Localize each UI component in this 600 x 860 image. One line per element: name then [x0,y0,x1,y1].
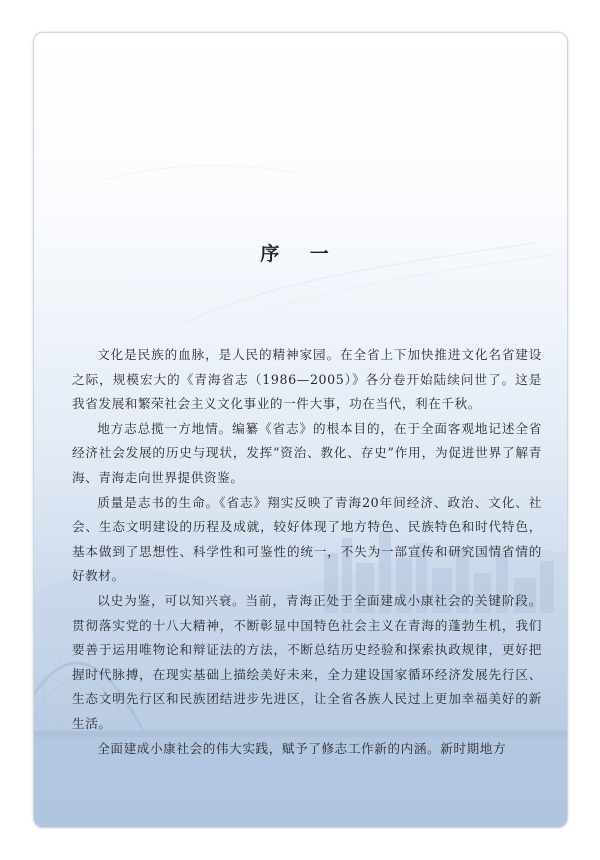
paragraph: 质量是志书的生命。《省志》翔实反映了青海20年间经济、政治、文化、社会、生态文明建设的历程及成就，较好体现了地方特色、民族特色和时代特色，基本做到了思想性、科学性和可鉴性的统一，不失为一部宣传和研究国情省情的好教材。 [72,494,542,584]
page-title: 序 一 [260,243,341,265]
paragraph: 全面建成小康社会的伟大实践，赋予了修志工作新的内涵。新时期地方 [97,740,507,756]
page-frame [33,32,568,828]
paragraph: 地方志总揽一方地情。编纂《省志》的根本目的，在于全面客观地记述全省经济社会发展的历史与现状，发挥“资治、教化、存史”作用，为促进世界了解青海、青海走向世界提供资鉴。 [72,420,542,485]
preface-body [72,343,542,761]
paragraph: 文化是民族的血脉，是人民的精神家园。在全省上下加快推进文化名省建设之际，规模宏大的《青海省志（1986—2005）》各分卷开始陆续问世了。这是我省发展和繁荣社会主义文化事业的一件大事，功在当代，利在千秋。 [72,347,542,412]
paragraph: 以史为鉴，可以知兴衰。当前，青海正处于全面建成小康社会的关键阶段。贯彻落实党的十八大精神，不断彰显中国特色社会主义在青海的蓬勃生机，我们要善于运用唯物论和辩证法的方法，不断总结历史经验和探索执政规律，更好把握时代脉搏，在现实基础上描绘美好未来，全力建设国家循环经济发展先行区、生态文明先行区和民族团结进步先进区，让全省各族人民过上更加幸福美好的新生活。 [72,592,542,731]
decorative-curve [94,166,294,183]
decorative-curve [204,255,554,333]
